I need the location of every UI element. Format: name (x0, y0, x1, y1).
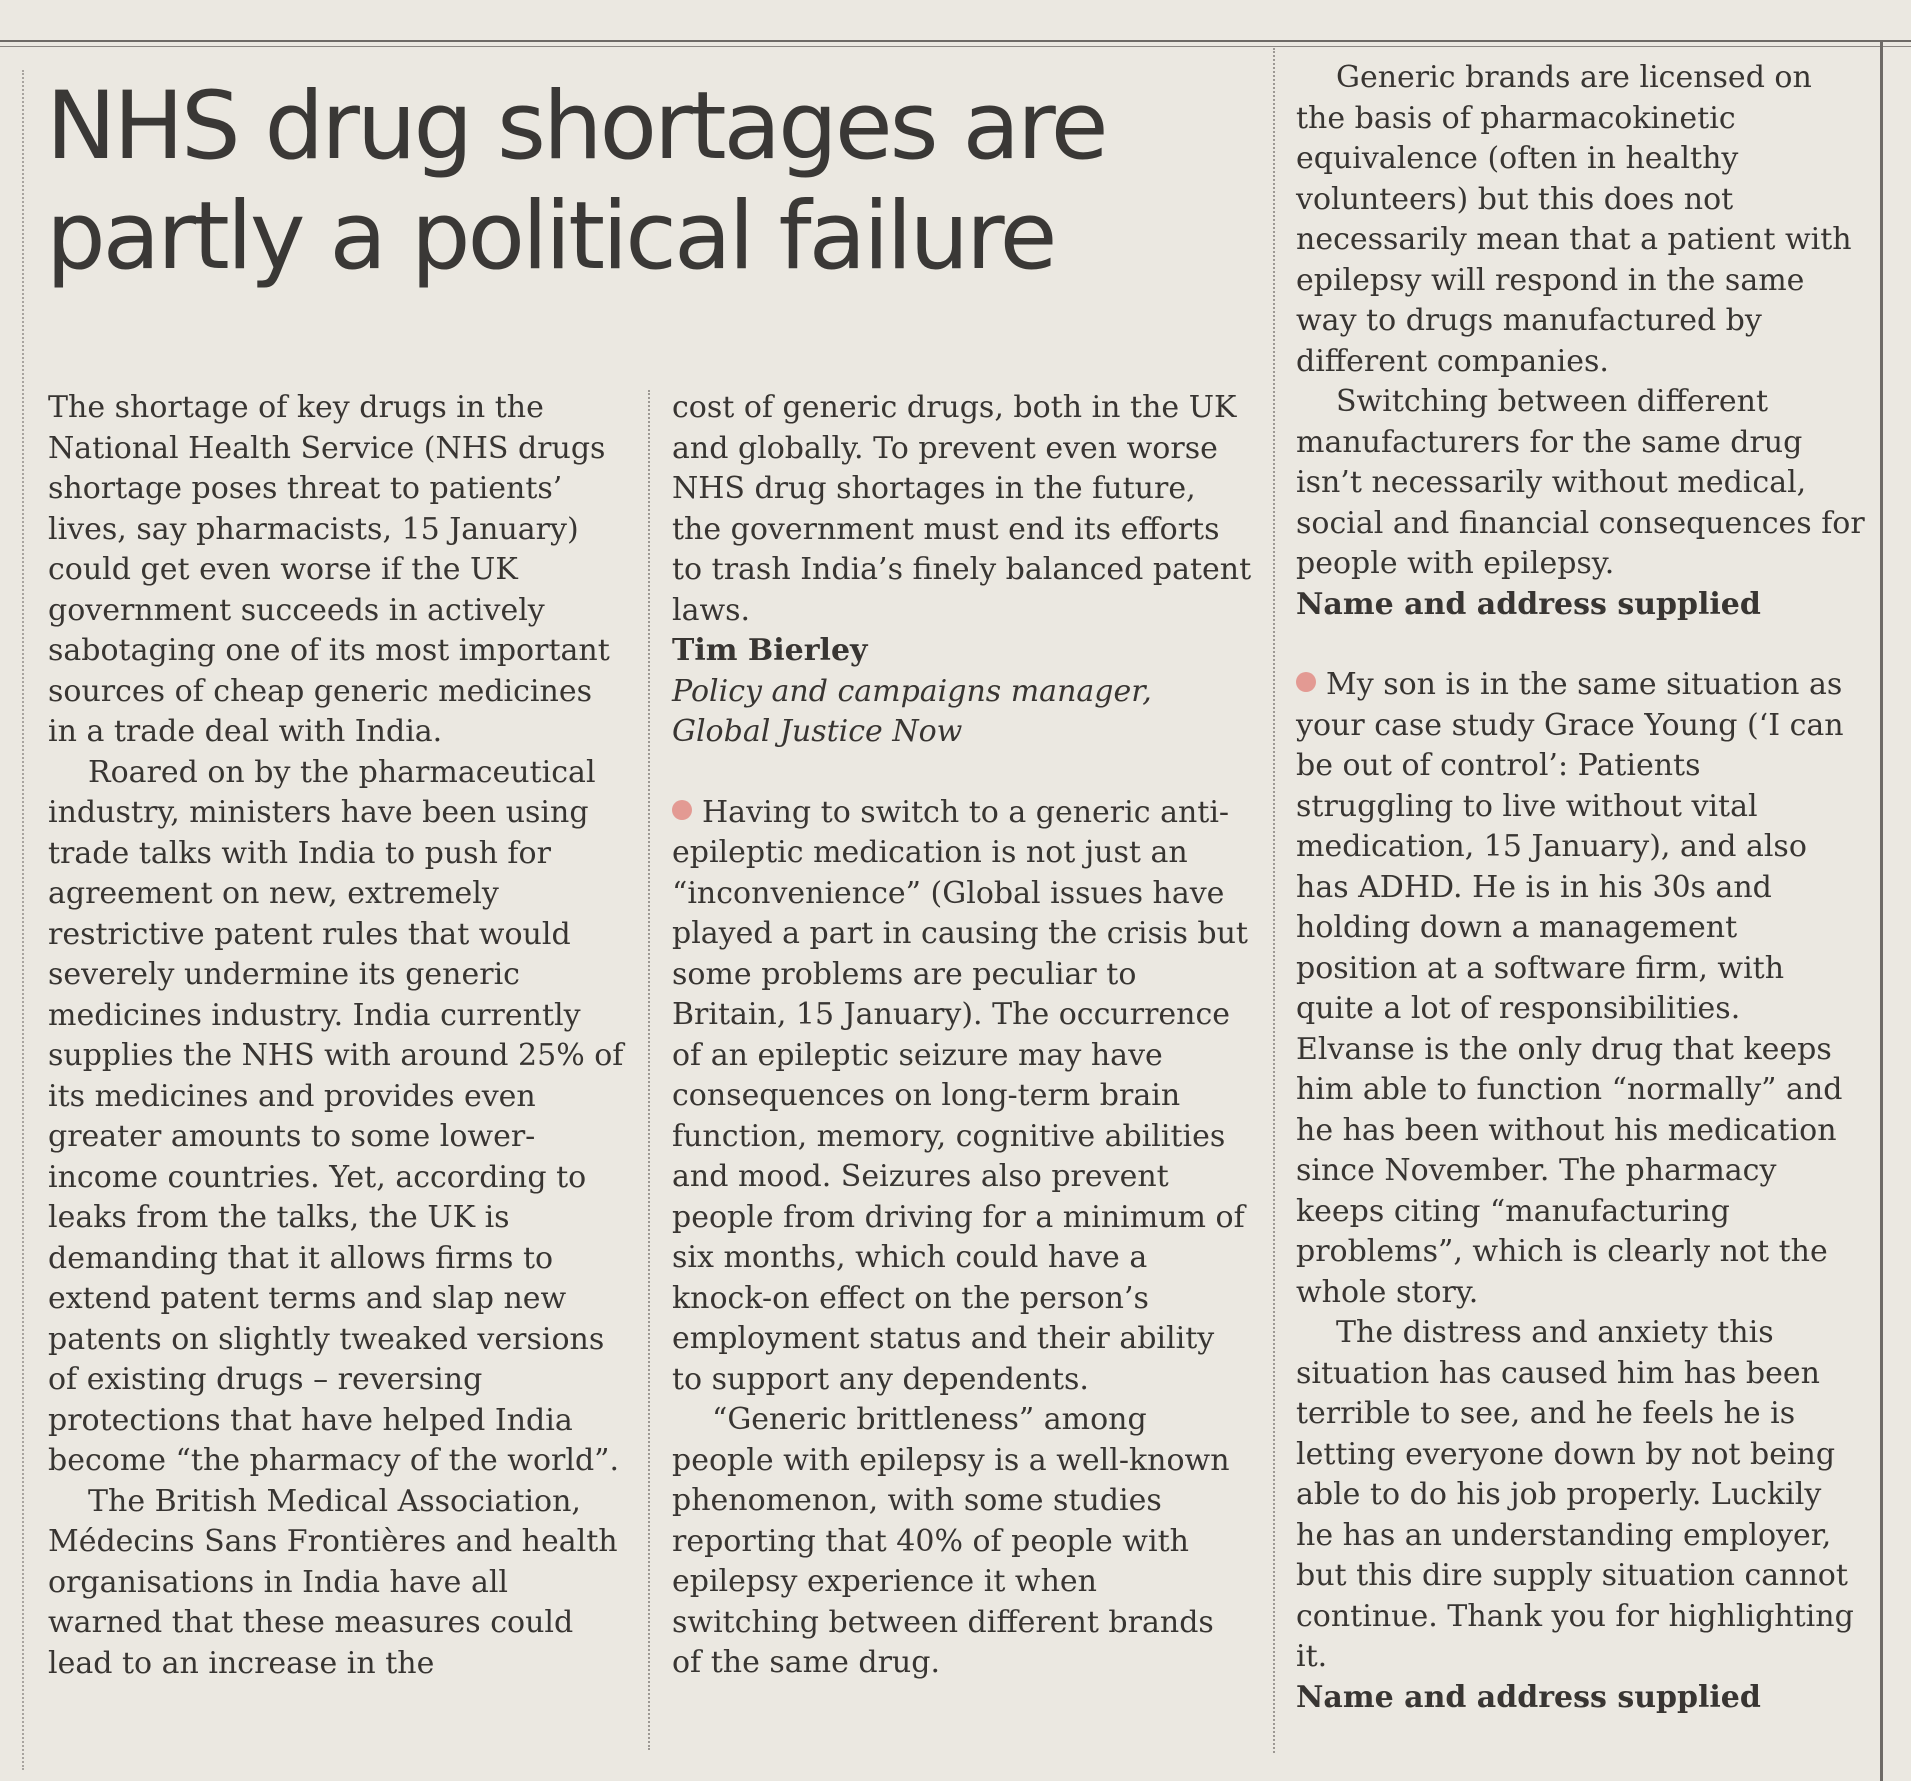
column-1 (48, 388, 628, 1684)
letter3-paragraph-2: The distress and anxiety this situation has caused him has been terrible to see, and he feels he is letting everyone down by not being able to do his job properly. Luckily he has an understanding employer, but this dire supply situation cannot continue. Thank you for highlighting it. (1296, 1315, 1854, 1674)
letter-bullet-icon (1296, 672, 1316, 692)
column-divider-2 (1273, 48, 1275, 1753)
letter1-paragraph-1: The shortage of key drugs in the National Health Service (NHS drugs shortage poses threat to patients’ lives, say pharmacists, 15 January) could get even worse if the UK government succeeds in actively sabotaging one of its most important sources of cheap generic medicines in a trade deal with India. (48, 390, 610, 749)
letter1-paragraph-3b: cost of generic drugs, both in the UK and globally. To prevent even worse NHS drug shortages in the future, the government must end its efforts to trash India’s finely balanced patent laws. (672, 390, 1252, 628)
headline: NHS drug shortages are partly a political failure (46, 72, 1106, 291)
letter1-paragraph-3a: The British Medical Association, Médecins Sans Frontières and health organisations in India have all warned that these measures could lead to an increase in the (48, 1483, 618, 1681)
letter2-paragraph-2: “Generic brittleness” among people with epilepsy is a well-known phenomenon, with some studies reporting that 40% of people with epilepsy experience it when switching between different brands of the same drug. (672, 1402, 1230, 1680)
column-2 (672, 388, 1252, 1684)
column-3 (1296, 58, 1866, 1718)
letter2-paragraph-1: Having to switch to a generic anti-epileptic medication is not just an “inconvenience” (Global issues have played a part in causing the crisis but some problems are peculiar to Britain, 15 January). The occurrence of an epileptic seizure may have consequences on long-term brain function, memory, cognitive abilities and mood. Seizures also prevent people from driving for a minimum of six months, which could have a knock-on effect on the person’s employment status and their ability to support any dependents. (672, 794, 1248, 1397)
letter2-paragraph-4: Switching between different manufacturers for the same drug isn’t necessarily without medical, social and financial consequences for people with epilepsy. (1296, 384, 1865, 581)
top-rule-thin (0, 46, 1911, 47)
letter2-signature: Name and address supplied (1296, 586, 1761, 622)
letter3-paragraph-1: My son is in the same situation as your case study Grace Young (‘I can be out of control’: Patients struggling to live without vital medication, 15 January), and also has ADHD. He is in his 30s and holding down a management position at a software firm, with quite a lot of responsibilities. Elvanse is the only drug that keeps him able to function “normally” and he has been without his medication since November. The pharmacy keeps citing “manufacturing problems”, which is clearly not the whole story. (1296, 667, 1844, 1310)
top-rule (0, 40, 1911, 42)
letter1-signature-role: Policy and campaigns manager, Global Justice Now (672, 673, 1152, 749)
right-edge-rule (1880, 40, 1883, 1781)
letter1-paragraph-2: Roared on by the pharmaceutical industry, ministers have been using trade talks with India to push for agreement on new, extremely restrictive patent rules that would severely undermine its generic medicines industry. India currently supplies the NHS with around 25% of its medicines and provides even greater amounts to some lower-income countries. Yet, according to leaks from the talks, the UK is demanding that it allows firms to extend patent terms and slap new patents on slightly tweaked versions of existing drugs – reversing protections that have helped India become “the pharmacy of the world”. (48, 754, 624, 1478)
letter-bullet-icon (672, 800, 692, 820)
letter1-signature-name: Tim Bierley (672, 633, 868, 668)
column-divider-1 (648, 390, 650, 1750)
letter2-paragraph-3: Generic brands are licensed on the basis of pharmacokinetic equivalence (often in healthy volunteers) but this does not necessarily mean that a patient with epilepsy will respond in the same way to drugs manufactured by different companies. (1296, 60, 1852, 379)
left-dotted-rule (22, 70, 25, 1770)
letter3-signature: Name and address supplied (1296, 1679, 1761, 1715)
